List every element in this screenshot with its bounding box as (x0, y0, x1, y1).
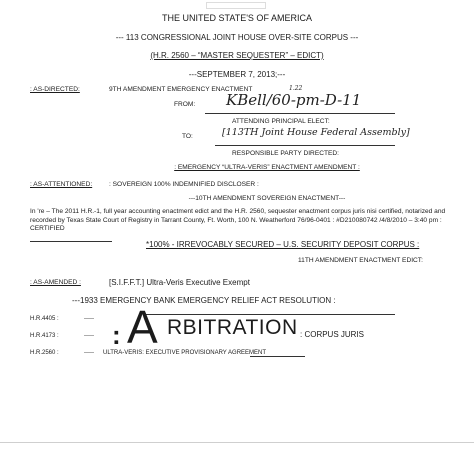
scan-artifact (206, 2, 266, 9)
as-attentioned-label: : AS-ATTENTIONED: (30, 181, 93, 188)
hr-4173-label: H.R.4173 : (30, 333, 59, 339)
to-underline (215, 145, 395, 146)
paragraph-blank-line (30, 241, 112, 242)
page-edge-line (0, 442, 474, 443)
emergency-enactment-line: : EMERGENCY “ULTRA-VERIS” ENACTMENT AMENDMENT : (174, 164, 360, 171)
to-label: TO: (182, 133, 193, 140)
body-paragraph: In 're – The 2011 H.R.-1, full year accounting enactment edict and the H.R. 2560, sequester enactment corpus juris nisi certified, notarized and recorded by Texas State Court of Registry in Tarrant County, Ft. Worth, 100 N. Weatherford 76/96-0401 : #D210080742 /4/8/2010 – 3:40 pm : CERTIFIED (30, 208, 446, 233)
congress-heading: --- 113 CONGRESSIONAL JOINT HOUSE OVER-SITE CORPUS --- (115, 33, 359, 42)
as-amended-label: : AS-AMENDED : (30, 279, 81, 286)
ninth-amendment-text: 9TH AMENDMENT EMERGENCY ENACTMENT (109, 86, 253, 93)
attending-principal-text: ATTENDING PRINCIPAL ELECT: (232, 118, 330, 125)
signature-note: 1.22 (289, 85, 303, 92)
arbitration-initial: A (127, 301, 158, 353)
eleventh-amendment-line: 11TH AMENDMENT ENACTMENT EDICT: (298, 257, 423, 264)
date-line: ---SEPTEMBER 7, 2013;--- (188, 70, 286, 79)
hr-2560-dash: ----- (84, 350, 94, 356)
hr-4405-dash: ----- (84, 316, 94, 322)
from-underline (205, 113, 395, 114)
secured-deposit-line: *100% - IRREVOCABLY SECURED – U.S. SECURITY DEPOSIT CORPUS : (146, 240, 420, 249)
hr-2560-underline (250, 356, 305, 357)
arbitration-word: RBITRATION (167, 316, 298, 339)
bill-title: (H.R. 2560 – “MASTER SEQUESTER” – EDICT) (150, 51, 324, 60)
handwritten-recipient: [113TH Joint House Federal Assembly] (222, 127, 410, 138)
corpus-juris-text: : CORPUS JURIS (300, 330, 365, 339)
arbitration-colon: : (112, 320, 121, 350)
amended-value: [S.I.F.F.T.] Ultra-Veris Executive Exempt (109, 278, 250, 287)
hr-4173-dash: ----- (84, 333, 94, 339)
arbitration-top-rule (145, 314, 395, 315)
responsible-party-text: RESPONSIBLE PARTY DIRECTED: (232, 150, 339, 157)
from-label: FROM: (174, 101, 196, 108)
hr-2560-text: ULTRA-VERIS: EXECUTIVE PROVISIONARY AGREEMENT (103, 350, 267, 356)
resolution-heading: ---1933 EMERGENCY BANK EMERGENCY RELIEF ACT RESOLUTION : (72, 296, 336, 305)
hr-4405-label: H.R.4405 : (30, 316, 59, 322)
tenth-amendment-line: ---10TH AMENDMENT SOVEREIGN ENACTMENT--- (188, 195, 346, 202)
as-directed-label: : AS-DIRECTED: (30, 86, 80, 93)
country-heading: THE UNITED STATE'S OF AMERICA (162, 13, 312, 23)
handwritten-signature: KBell/60-pm-D-11 (226, 91, 362, 109)
sovereign-disclosure-text: : SOVEREIGN 100% INDEMNIFIED DISCLOSER : (109, 181, 259, 188)
hr-2560-label: H.R.2560 : (30, 350, 59, 356)
